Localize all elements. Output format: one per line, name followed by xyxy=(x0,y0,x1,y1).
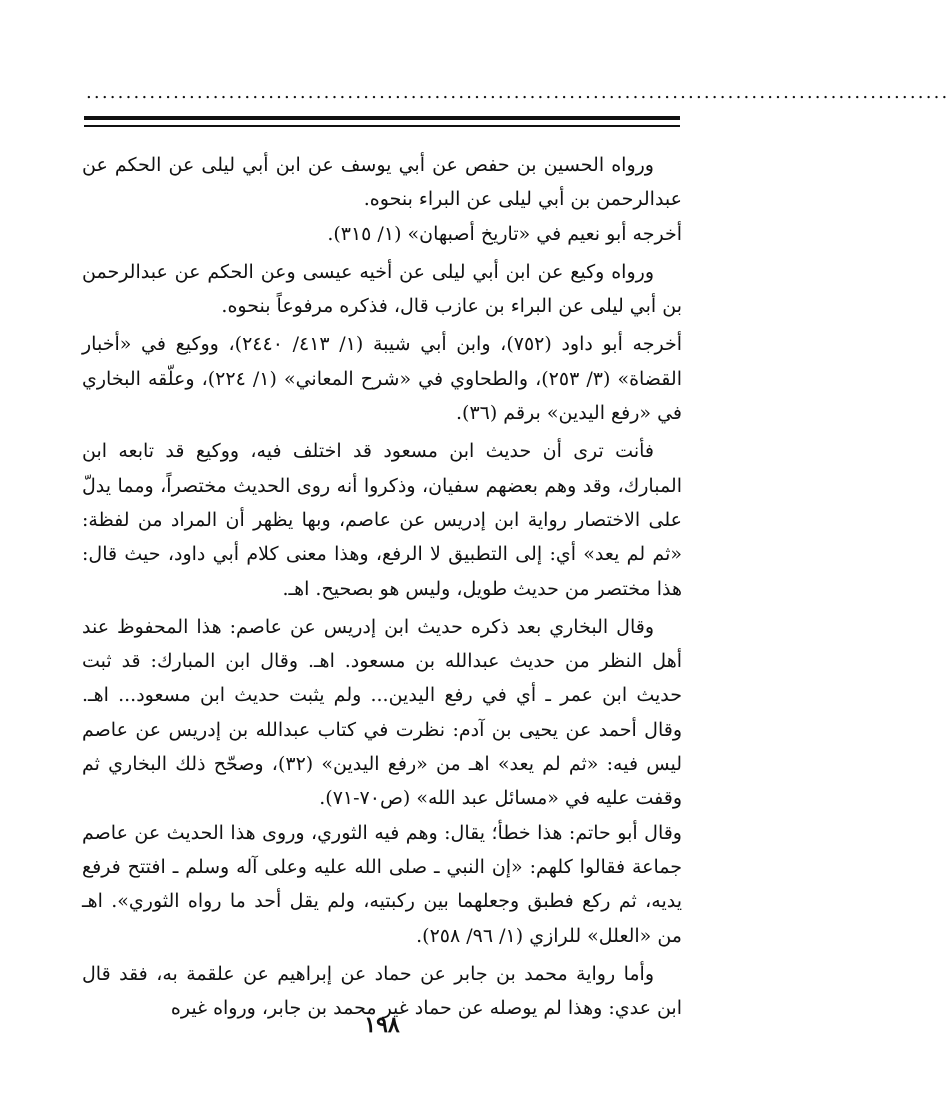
paragraph: وقال أبو حاتم: هذا خطأ؛ يقال: وهم فيه الثوري، وروى هذا الحديث عن عاصم جماعة فقالوا كلهم: «إن النبي ـ صلى الله عليه وعلى آله وسلم ـ افتتح فرفع يديه، ثم ركع فطبق وجعلهما بين ركبتيه، ولم يقل أحد ما رواه الثوري». اهـ من «العلل» للرازي (١/ ٩٦/ ٢٥٨). xyxy=(82,821,682,947)
paragraph: فأنت ترى أن حديث ابن مسعود قد اختلف فيه، ووكيع قد تابعه ابن المبارك، وقد وهم بعضهم سفيان، وذكروا أنه روى الحديث مختصراً، ومما يدلّ على الاختصار رواية ابن إدريس عن عاصم، وبها يظهر أن المراد من لفظة: «ثم لم يعد» أي: إلى التطبيق لا الرفع، وهذا معنى كلام أبي داود، حيث قال: هذا مختصر من حديث طويل، وليس هو بصحيح. اهـ. xyxy=(82,440,682,600)
paragraph: أخرجه أبو نعيم في «تاريخ أصبهان» (١/ ٣١٥). xyxy=(327,222,682,245)
page-number: ١٩٨ xyxy=(364,1012,400,1038)
paragraph: وقال البخاري بعد ذكره حديث ابن إدريس عن عاصم: هذا المحفوظ عند أهل النظر من حديث عبدالله بن مسعود. اهـ. وقال ابن المبارك: قد ثبت حديث ابن عمر ـ أي في رفع اليدين... ولم يثبت حديث ابن مسعود... اهـ. وقال أحمد عن يحيى بن آدم: نظرت في كتاب عبدالله بن إدريس عن عاصم ليس فيه: «ثم لم يعد» اهـ من «رفع اليدين» (٣٢)، وصحّح ذلك البخاري ثم وقفت عليه في «مسائل عبد الله» (ص٧٠-٧١). xyxy=(82,615,682,810)
header-rule-thin xyxy=(84,125,680,127)
paragraph: ورواه وكيع عن ابن أبي ليلى عن أخيه عيسى وعن الحكم عن عبدالرحمن بن أبي ليلى عن البراء بن عازب قال، فذكره مرفوعاً بنحوه. xyxy=(82,260,682,318)
paragraph: وأما رواية محمد بن جابر عن حماد عن إبراهيم عن علقمة به، فقد قال ابن عدي: وهذا لم يوصله عن حماد غير محمد بن جابر، ورواه غيره xyxy=(82,962,682,1020)
paragraph: ورواه الحسين بن حفص عن أبي يوسف عن ابن أبي ليلى عن الحكم عن عبدالرحمن بن أبي ليلى عن البراء بنحوه. xyxy=(82,154,682,211)
dotted-rule: ............................................................................................................. xyxy=(86,82,949,103)
header-rule-thick xyxy=(84,116,680,120)
page-body xyxy=(82,148,682,1025)
paragraph: أخرجه أبو داود (٧٥٢)، وابن أبي شيبة (١/ ٤١٣/ ٢٤٤٠)، ووكيع في «أخبار القضاة» (٣/ ٢٥٣)، والطحاوي في «شرح المعاني» (١/ ٢٢٤)، وعلّقه البخاري في «رفع اليدين» برقم (٣٦). xyxy=(82,333,682,425)
